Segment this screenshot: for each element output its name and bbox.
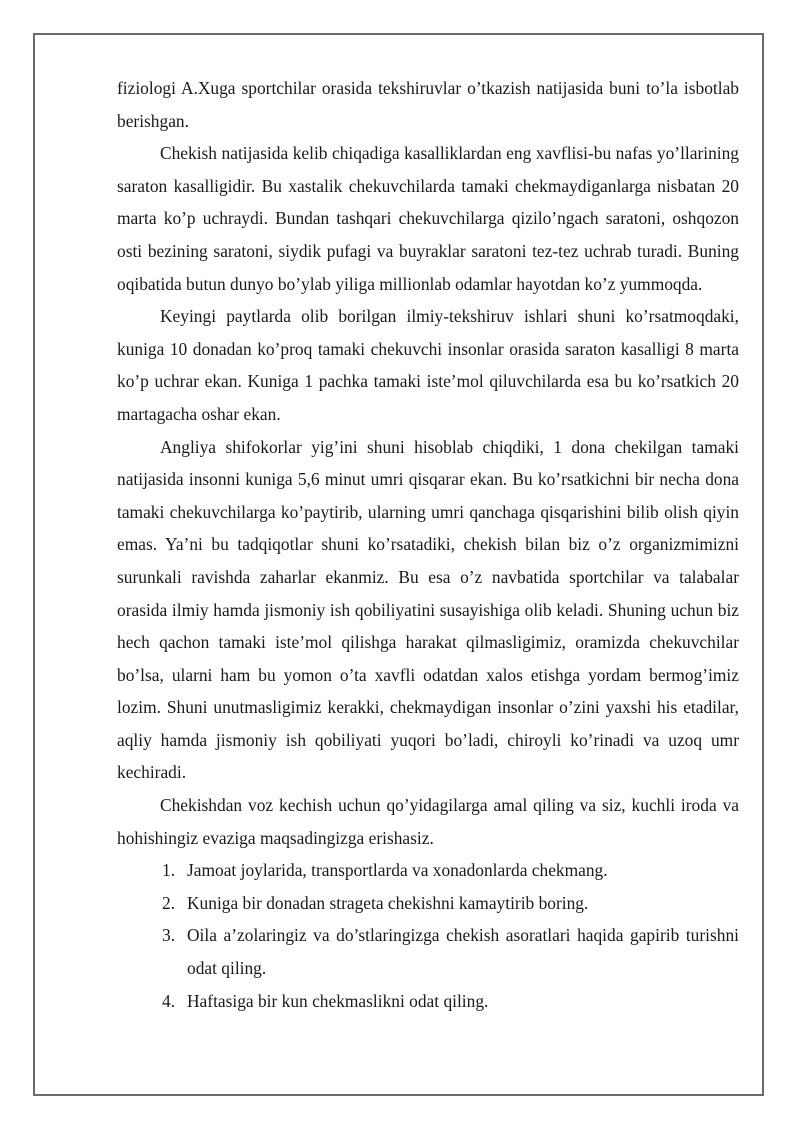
list-number: 2. bbox=[162, 892, 176, 913]
list-item-text: Haftasiga bir kun chekmaslikni odat qiling. bbox=[187, 990, 489, 1011]
list-item-text: Jamoat joylarida, transportlarda va xonadonlarda chekmang. bbox=[187, 860, 608, 881]
list-item-text: Oila a’zolaringiz va do’stlaringizga chekish asoratlari haqida gapirib turishni odat qiling. bbox=[187, 925, 739, 979]
paragraph-3: Keyingi paytlarda olib borilgan ilmiy-tekshiruv ishlari shuni ko’rsatmoqdaki, kuniga 10 donadan ko’proq tamaki chekuvchi insonlar orasida saraton kasalligi 8 marta ko’p uchrar ekan. Kuniga 1 pachka tamaki iste’mol qiluvchilarda esa bu ko’rsatkich 20 martagacha oshar ekan. bbox=[117, 306, 739, 424]
advice-list bbox=[117, 854, 739, 1017]
paragraph-5: Chekishdan voz kechish uchun qo’yidagilarga amal qiling va siz, kuchli iroda va hohishingiz evaziga maqsadingizga erishasiz. bbox=[117, 795, 739, 848]
list-number: 1. bbox=[162, 860, 176, 881]
list-number: 3. bbox=[162, 925, 176, 946]
paragraph-2: Chekish natijasida kelib chiqadiga kasalliklardan eng xavflisi-bu nafas yo’llarining saraton kasalligidir. Bu xastalik chekuvchilarda tamaki chekmaydiganlarga nisbatan 20 marta ko’p uchraydi. Bundan tashqari chekuvchilarga qizilo’ngach saratoni, oshqozon osti bezining saratoni, siydik pufagi va buyraklar saratoni tez-tez uchrab turadi. Buning oqibatida butun dunyo bo’ylab yiliga millionlab odamlar hayotdan ko’z yummoqda. bbox=[117, 143, 739, 294]
list-item bbox=[117, 985, 739, 1018]
list-item bbox=[117, 854, 739, 887]
list-item bbox=[117, 887, 739, 920]
document-body bbox=[117, 72, 739, 1017]
list-number: 4. bbox=[162, 990, 176, 1011]
list-item-text: Kuniga bir donadan strageta chekishni kamaytirib boring. bbox=[187, 892, 589, 913]
paragraph-1: fiziologi A.Xuga sportchilar orasida tekshiruvlar o’tkazish natijasida buni to’la isbotlab berishgan. bbox=[117, 78, 739, 131]
list-item bbox=[117, 919, 739, 984]
paragraph-4: Angliya shifokorlar yig’ini shuni hisoblab chiqdiki, 1 dona chekilgan tamaki natijasida insonni kuniga 5,6 minut umri qisqarar ekan. Bu ko’rsatkichni bir necha dona tamaki chekuvchilarga ko’paytirib, ularning umri qanchaga qisqarishini bilib olish qiyin emas. Ya’ni bu tadqiqotlar shuni ko’rsatadiki, chekish bilan biz o’z organizmimizni surunkali ravishda zaharlar ekanmiz. Bu esa o’z navbatida sportchilar va talabalar orasida ilmiy hamda jismoniy ish qobiliyatini susayishiga olib keladi. Shuning uchun biz hech qachon tamaki iste’mol qilishga harakat qilmasligimiz, oramizda chekuvchilar bo’lsa, ularni ham bu yomon o’ta xavfli odatdan xalos etishga yordam bermog’imiz lozim. Shuni unutmasligimiz kerakki, chekmaydigan insonlar o’zini yaxshi his etadilar, aqliy hamda jismoniy ish qobiliyati yuqori bo’ladi, chiroyli ko’rinadi va uzoq umr kechiradi. bbox=[117, 436, 739, 783]
